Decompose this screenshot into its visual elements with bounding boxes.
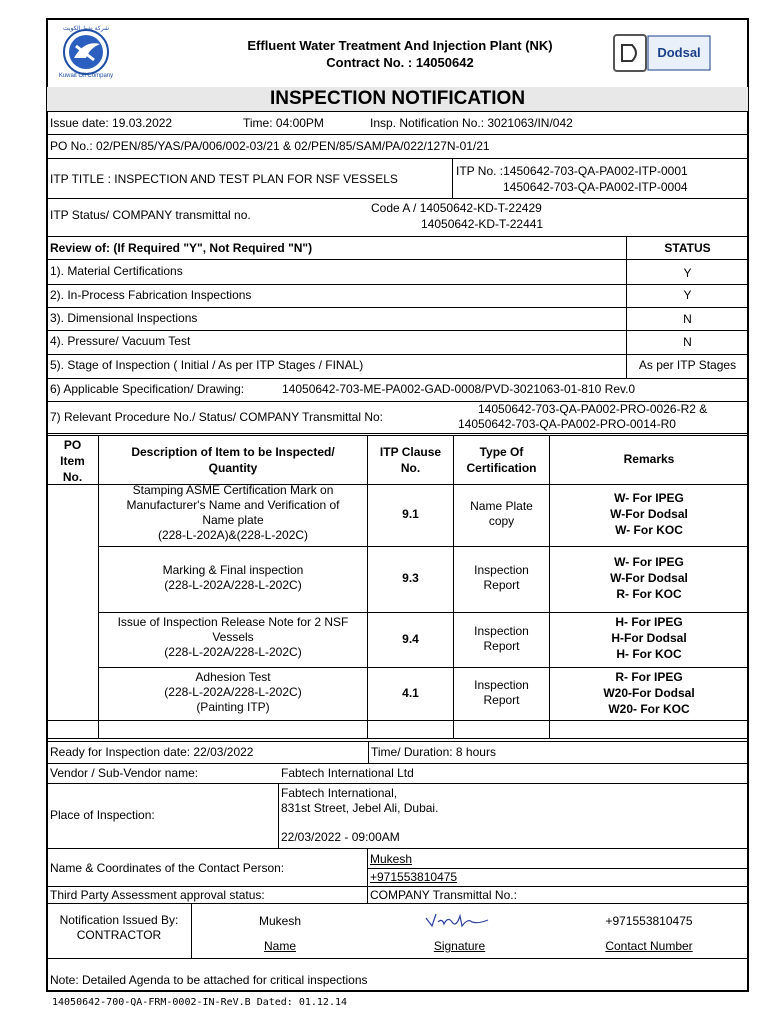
col-header-certification: Type Of Certification (466, 445, 537, 475)
table-row-description: Issue of Inspection Release Note for 2 NSF Vessels (228-L-202A/228-L-202C) (117, 615, 349, 659)
table-row-clause: 9.1 (402, 507, 419, 521)
table-row-certification: Inspection Report (474, 563, 529, 592)
spec-label: 6) Applicable Specification/ Drawing: (50, 382, 245, 396)
vendor-label: Vendor / Sub-Vendor name: (50, 766, 199, 780)
po-number: PO No.: 02/PEN/85/YAS/PA/006/002-03/21 & 02/PEN/85/SAM/PA/022/127N-01/21 (50, 139, 490, 153)
table-row-remarks: H- For IPEG H-For Dodsal H- For KOC (611, 615, 687, 661)
itp-status-1: Code A / 14050642-KD-T-22429 (371, 201, 542, 215)
place-address-2: 831st Street, Jebel Ali, Dubai. (281, 801, 439, 815)
form-reference: 14050642-700-QA-FRM-0002-IN-ReV.B Dated: 01.12.14 (52, 997, 348, 1008)
table-row-description: Marking & Final inspection (228-L-202A/228-L-202C) (162, 563, 304, 592)
col-header-itp-clause: ITP Clause No. (379, 445, 442, 475)
review-item-status: As per ITP Stages (638, 358, 737, 372)
itp-number-2: 1450642-703-QA-PA002-ITP-0004 (503, 180, 688, 194)
issuer-name: Mukesh (258, 914, 302, 928)
time-duration: Time/ Duration: 8 hours (371, 745, 496, 759)
place-label: Place of Inspection: (50, 808, 155, 822)
svg-text:شركة نفط الكويت: شركة نفط الكويت (62, 25, 110, 32)
issue-time: Time: 04:00PM (243, 116, 324, 130)
ready-date: Ready for Inspection date: 22/03/2022 (50, 745, 254, 759)
col-header-po: PO Item No. (60, 438, 85, 484)
col-header-description: Description of Item to be Inspected/ Quantity (131, 445, 335, 475)
table-row-remarks: W- For IPEG W-For Dodsal W- For KOC (610, 491, 688, 537)
plant-title: Effluent Water Treatment And Injection Plant (NK) (247, 38, 553, 53)
contact-phone: +971553810475 (370, 870, 458, 884)
company-transmittal: COMPANY Transmittal No.: (370, 888, 517, 902)
table-row-description: Stamping ASME Certification Mark on Manufacturer's Name and Verification of Name plate (228-L-202A)&(228-L-202C) (126, 483, 340, 542)
table-row-remarks: W- For IPEG W-For Dodsal R- For KOC (610, 555, 688, 601)
procedure-value-1: 14050642-703-QA-PA002-PRO-0026-R2 & (478, 402, 708, 416)
review-item-status: Y (683, 266, 692, 280)
table-row-remarks: R- For IPEG W20-For Dodsal W20- For KOC (603, 670, 695, 716)
dodsal-logo-text: Dodsal (657, 45, 701, 60)
insp-notification-no: Insp. Notification No.: 3021063/IN/042 (370, 116, 573, 130)
review-heading: Review of: (If Required "Y", Not Required "N") (50, 241, 313, 255)
place-datetime: 22/03/2022 - 09:00AM (281, 830, 400, 844)
review-item-label: 1). Material Certifications (50, 264, 183, 278)
koc-logo (56, 24, 116, 82)
procedure-value-2: 14050642-703-QA-PA002-PRO-0014-R0 (458, 417, 676, 431)
status-heading: STATUS (664, 241, 711, 255)
review-item-label: 2). In-Process Fabrication Inspections (50, 288, 252, 302)
review-item-status: N (683, 312, 692, 326)
contact-name: Mukesh (370, 852, 413, 866)
third-party-label: Third Party Assessment approval status: (50, 888, 265, 902)
itp-number-1: ITP No. :1450642-703-QA-PA002-ITP-0001 (456, 164, 688, 178)
table-row-description: Adhesion Test (228-L-202A/228-L-202C) (Painting ITP) (164, 670, 302, 714)
dodsal-logo (612, 33, 712, 73)
note: Note: Detailed Agenda to be attached for critical inspections (50, 973, 368, 987)
place-address-1: Fabtech International, (281, 786, 398, 800)
contract-number: Contract No. : 14050642 (326, 55, 474, 70)
table-row-clause: 9.4 (402, 632, 419, 646)
koc-logo-text: Kuwait Oil Company (58, 73, 114, 79)
review-item-label: 4). Pressure/ Vacuum Test (50, 334, 191, 348)
contact-caption: Contact Number (605, 939, 693, 953)
issued-by: Notification Issued By: CONTRACTOR (59, 913, 179, 942)
review-item-label: 5). Stage of Inspection ( Initial / As per ITP Stages / FINAL) (50, 358, 364, 372)
review-item-status: N (683, 335, 692, 349)
issue-date: Issue date: 19.03.2022 (50, 116, 173, 130)
name-caption: Name (263, 939, 296, 953)
table-row-clause: 4.1 (402, 686, 419, 700)
spec-value: 14050642-703-ME-PA002-GAD-0008/PVD-3021063-01-810 Rev.0 (282, 382, 636, 396)
signature-caption: Signature (433, 939, 486, 953)
issuer-phone: +971553810475 (605, 914, 693, 928)
table-row-certification: Inspection Report (474, 624, 529, 653)
procedure-label: 7) Relevant Procedure No./ Status/ COMPANY Transmittal No: (50, 410, 384, 424)
signature (422, 908, 492, 932)
form-title: INSPECTION NOTIFICATION (269, 88, 526, 109)
itp-title: ITP TITLE : INSPECTION AND TEST PLAN FOR NSF VESSELS (50, 172, 398, 186)
review-item-label: 3). Dimensional Inspections (50, 311, 198, 325)
vendor-value: Fabtech International Ltd (281, 766, 414, 780)
table-row-certification: Inspection Report (474, 678, 529, 707)
contact-label: Name & Coordinates of the Contact Person: (50, 861, 285, 875)
review-item-status: Y (683, 288, 692, 302)
itp-status-label: ITP Status/ COMPANY transmittal no. (50, 208, 251, 222)
itp-status-2: 14050642-KD-T-22441 (421, 217, 544, 231)
table-row-clause: 9.3 (402, 571, 419, 585)
table-row-certification: Name Plate copy (470, 499, 533, 528)
col-header-remarks: Remarks (623, 452, 675, 466)
